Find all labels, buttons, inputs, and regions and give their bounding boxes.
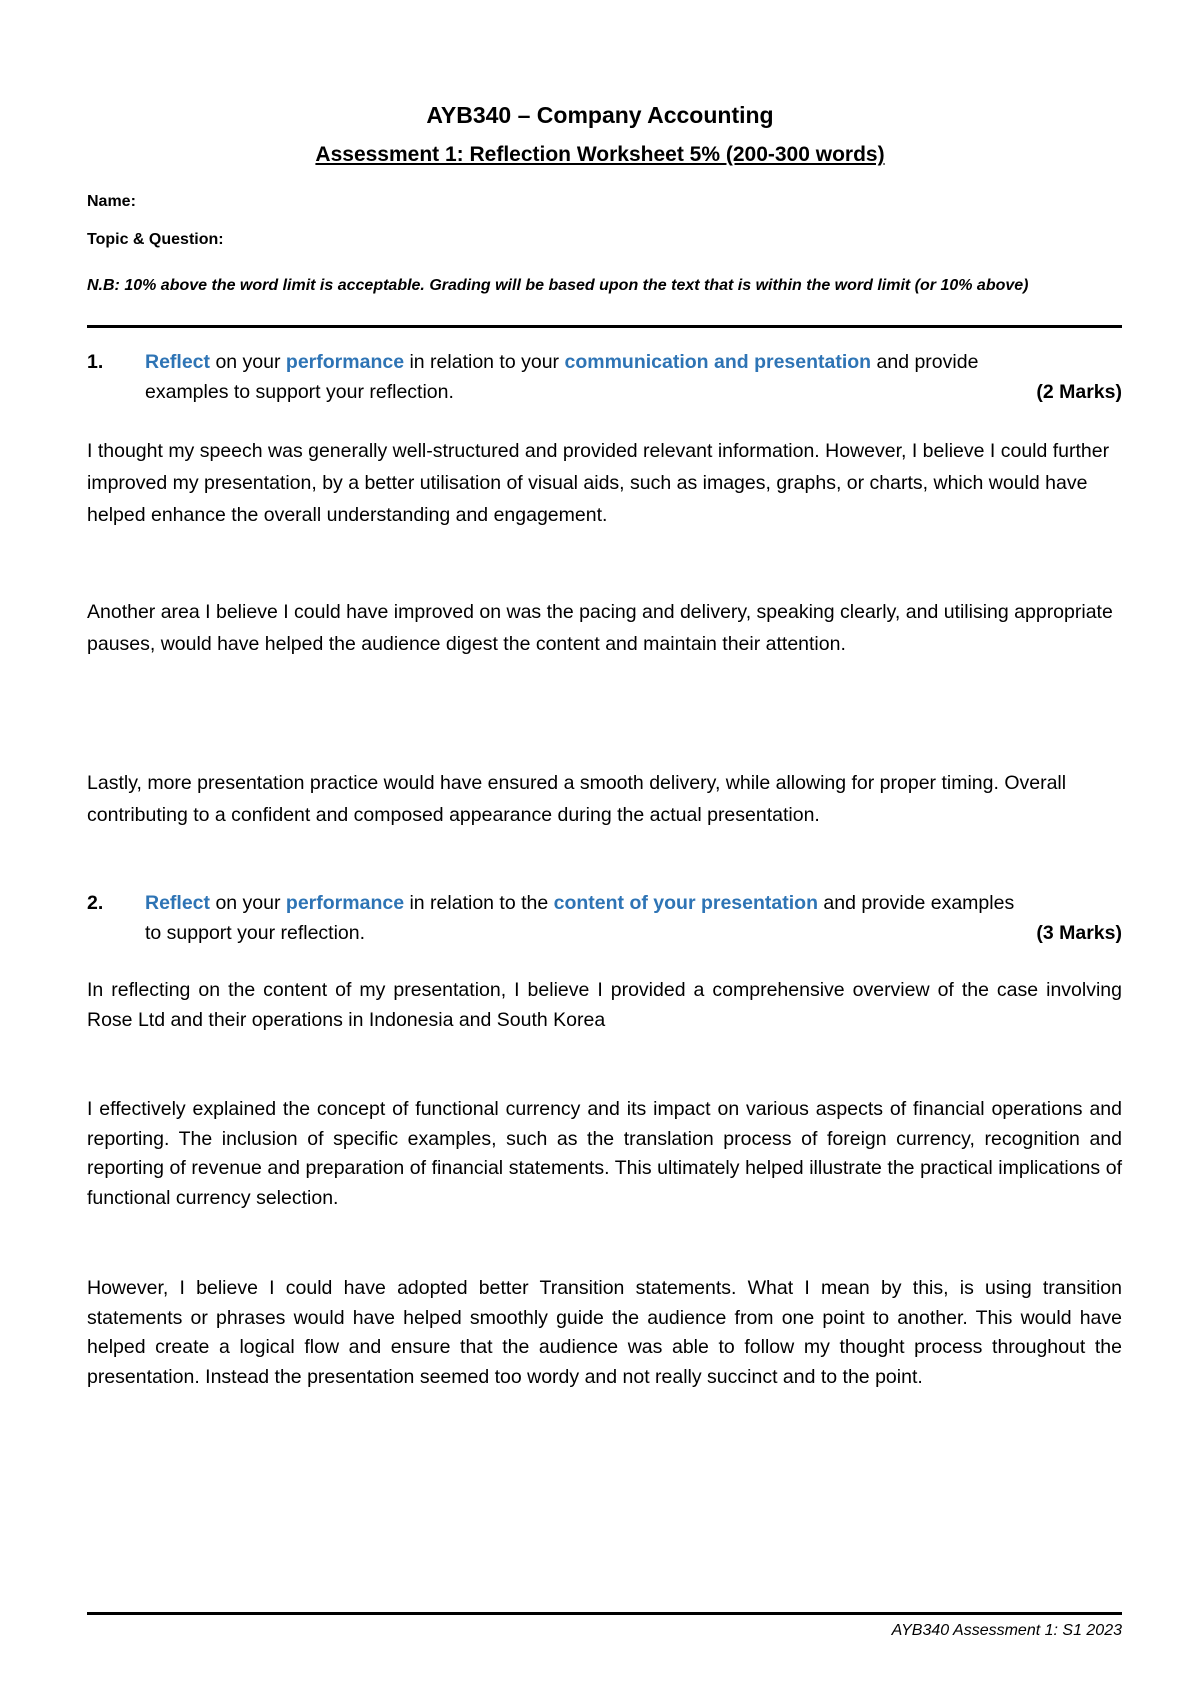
- answer-2-paragraph-3: However, I believe I could have adopted better Transition statements. What I mean by this, is using transition statements or phrases would have helped smoothly guide the audience from one point to another. This would have helped create a logical flow and ensure that the audience was able to follow my thought process throughout the presentation. Instead the presentation seemed too wordy and not really succinct and to the point.: [87, 1277, 1122, 1388]
- question-1: [87, 347, 1122, 407]
- question-line-1: [145, 888, 1122, 918]
- topic-question-label: Topic & Question:: [87, 231, 224, 248]
- name-label: Name:: [87, 193, 136, 210]
- footer-divider: [87, 1612, 1122, 1615]
- keyword-topic: communication and presentation: [564, 351, 872, 373]
- question-fragment: to support your reflection.: [145, 922, 366, 944]
- question-fragment: in relation to the: [404, 892, 554, 914]
- keyword-reflect: Reflect: [145, 351, 211, 373]
- answer-1-paragraph-2: Another area I believe I could have improved on was the pacing and delivery, speaking clearly, and utilising appropriate pauses, would have helped the audience digest the content and maintain their attention.: [87, 601, 1113, 655]
- keyword-performance: performance: [285, 892, 405, 914]
- answer-2-paragraph-2: I effectively explained the concept of functional currency and its impact on various aspects of financial operations and reporting. The inclusion of specific examples, such as the translation process of foreign currency, recognition and reporting of revenue and preparation of financial statements. This ultimately helped illustrate the practical implications of functional currency selection.: [87, 1098, 1122, 1209]
- question-number: 1.: [87, 351, 104, 373]
- word-limit-note: N.B: 10% above the word limit is acceptable. Grading will be based upon the text that is within the word limit (or 10% above): [87, 277, 1029, 294]
- marks-label: (3 Marks): [1036, 922, 1122, 944]
- page-footer: AYB340 Assessment 1: S1 2023: [891, 1622, 1122, 1639]
- question-text: [145, 888, 1122, 948]
- keyword-topic: content of your presentation: [553, 892, 818, 914]
- question-number: 2.: [87, 892, 104, 914]
- document-subtitle: Assessment 1: Reflection Worksheet 5% (200-300 words): [315, 143, 885, 166]
- question-fragment: and provide examples: [818, 892, 1015, 914]
- question-fragment: on your: [210, 892, 286, 914]
- keyword-performance: performance: [285, 351, 405, 373]
- question-line-1: [145, 347, 1122, 377]
- document-title: AYB340 – Company Accounting: [426, 102, 774, 128]
- question-fragment: in relation to your: [404, 351, 565, 373]
- marks-label: (2 Marks): [1036, 381, 1122, 403]
- question-fragment: and provide: [871, 351, 979, 373]
- header-divider: [87, 325, 1122, 328]
- answer-1-paragraph-1: I thought my speech was generally well-structured and provided relevant information. However, I believe I could further improved my presentation, by a better utilisation of visual aids, such as images, graphs, or charts, which would have helped enhance the overall understanding and engagement.: [87, 440, 1110, 526]
- answer-2-paragraph-1: In reflecting on the content of my presentation, I believe I provided a comprehensive overview of the case involving Rose Ltd and their operations in Indonesia and South Korea: [87, 979, 1122, 1031]
- question-fragment: on your: [210, 351, 286, 373]
- question-text: [145, 347, 1122, 407]
- question-fragment: examples to support your reflection.: [145, 381, 454, 403]
- question-line-2: [145, 918, 1122, 948]
- question-2: [87, 888, 1122, 948]
- keyword-reflect: Reflect: [145, 892, 211, 914]
- question-line-2: [145, 377, 1122, 407]
- answer-1-paragraph-3: Lastly, more presentation practice would have ensured a smooth delivery, while allowing for proper timing. Overall contributing to a confident and composed appearance during the actual presentation.: [87, 772, 1067, 826]
